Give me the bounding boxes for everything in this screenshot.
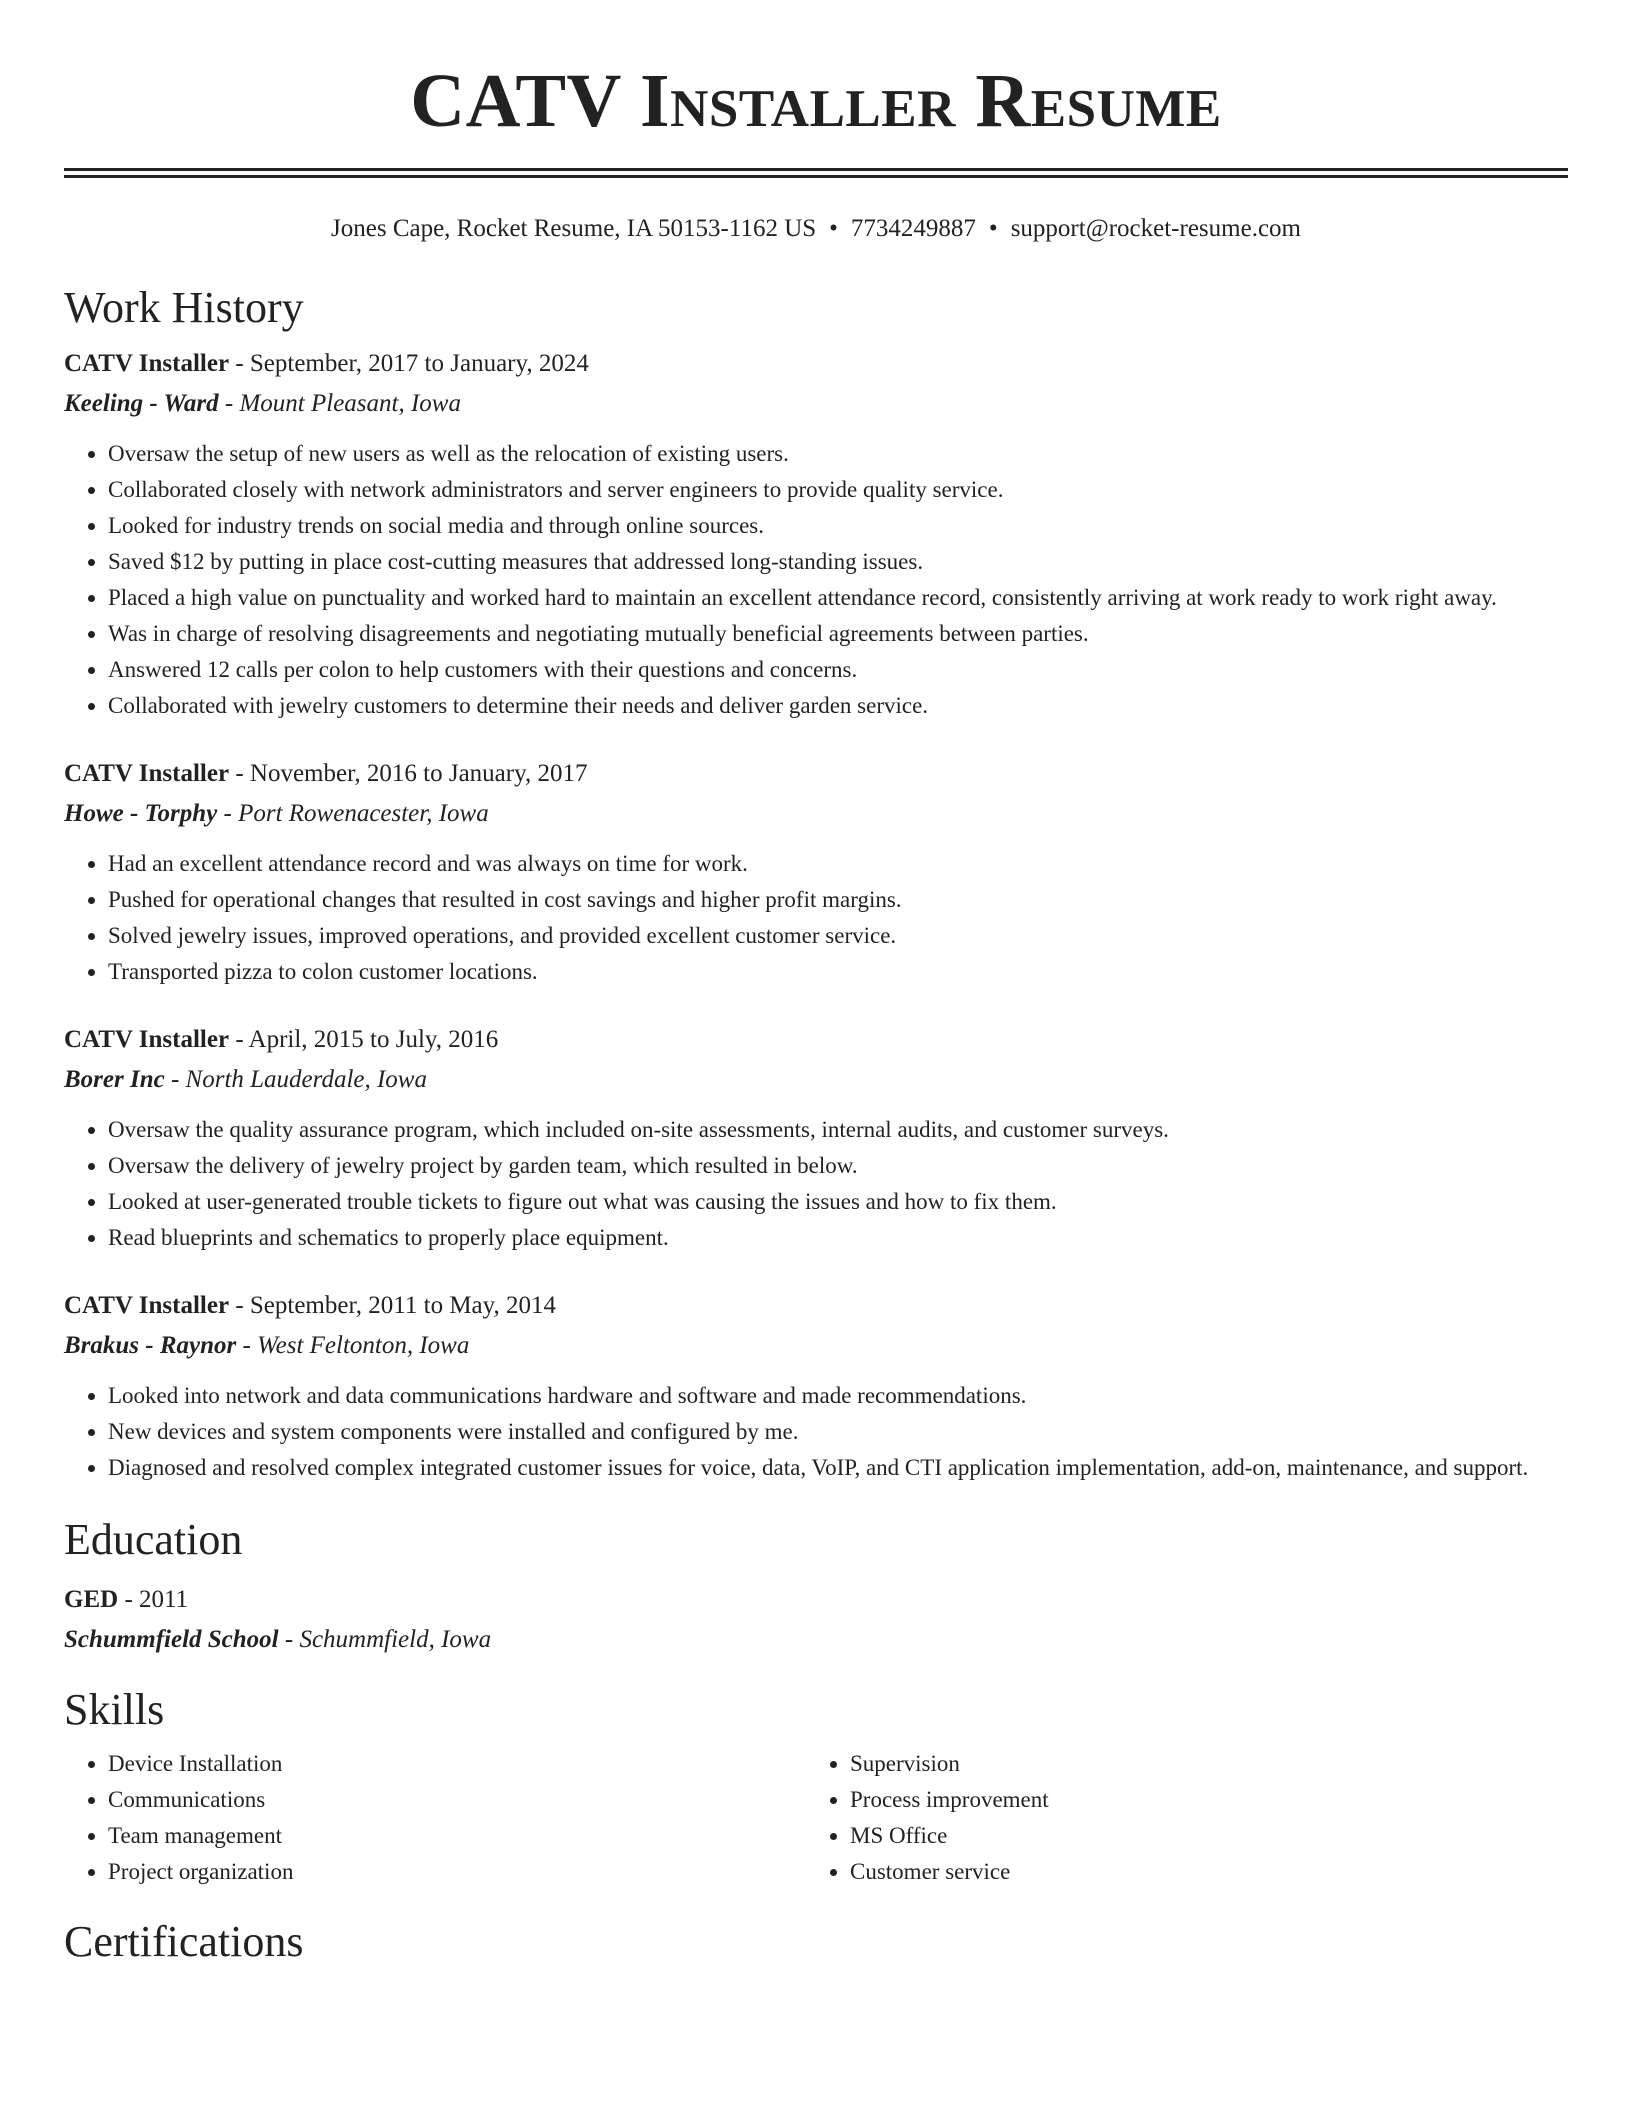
duty-item: • Answered 12 calls per colon to help customers with their questions and concerns. [108,652,1568,688]
skills-column-left [64,1746,806,1890]
job-location: - Mount Pleasant, Iowa [218,390,461,417]
job-heading [64,1024,1568,1056]
education-school: Schummfield School [64,1626,279,1653]
job-company: Brakus - Raynor [64,1332,237,1359]
job-heading [64,758,1568,790]
job-entry [64,1024,1568,1256]
duty-item: • Placed a high value on punctuality and worked hard to maintain an excellent attendance record, consistently arriving at work ready to work right away. [108,580,1568,616]
job-location: - North Lauderdale, Iowa [164,1066,427,1093]
job-dates: - September, 2011 to May, 2014 [229,1292,557,1319]
job-dates: - November, 2016 to January, 2017 [229,760,588,787]
duty-item: • Transported pizza to colon customer locations. [108,954,1568,990]
skills-list [64,1746,1568,1890]
resume-title: CATV Installer Resume [410,59,1222,143]
duty-item: • Collaborated with jewelry customers to determine their needs and deliver garden service. [108,688,1568,724]
duty-item: • Oversaw the delivery of jewelry project by garden team, which resulted in below. [108,1148,1568,1184]
job-dates: - September, 2017 to January, 2024 [229,350,589,377]
job-company: Keeling - Ward [64,390,219,417]
job-entry [64,348,1568,724]
education-degree: GED [64,1586,119,1613]
work-history-heading: Work History [64,283,304,332]
contact-line [64,212,1568,246]
duty-item: • Solved jewelry issues, improved operations, and provided excellent customer service. [108,918,1568,954]
title-divider [64,168,1568,178]
job-heading [64,1290,1568,1322]
contact-address: Jones Cape, Rocket Resume, IA 50153-1162 US [331,215,817,242]
job-employer [64,388,1568,420]
education-location: - Schummfield, Iowa [278,1626,492,1653]
job-title: CATV Installer [64,1292,230,1319]
job-employer [64,1064,1568,1096]
skill-item: • Team management [108,1818,806,1854]
duty-item: • Looked at user-generated trouble tickets to figure out what was causing the issues and how to fix them. [108,1184,1568,1220]
certifications-heading: Certifications [64,1917,304,1966]
job-duties [64,1378,1568,1486]
skill-item: • MS Office [850,1818,1548,1854]
job-title: CATV Installer [64,1026,230,1053]
duty-item: • Pushed for operational changes that resulted in cost savings and higher profit margins. [108,882,1568,918]
job-location: - Port Rowenacester, Iowa [217,800,489,827]
skills-heading: Skills [64,1685,165,1734]
education-heading: Education [64,1515,243,1564]
education-entry [64,1584,1568,1656]
job-employer [64,1330,1568,1362]
job-entry [64,1290,1568,1486]
contact-separator: • [988,215,998,242]
job-duties [64,846,1568,990]
duty-item: • Read blueprints and schematics to properly place equipment. [108,1220,1568,1256]
duty-item: • New devices and system components were installed and configured by me. [108,1414,1568,1450]
job-title: CATV Installer [64,760,230,787]
job-heading [64,348,1568,380]
duty-item: • Collaborated closely with network administrators and server engineers to provide quality service. [108,472,1568,508]
duty-item: • Had an excellent attendance record and was always on time for work. [108,846,1568,882]
job-title: CATV Installer [64,350,230,377]
skill-item: • Project organization [108,1854,806,1890]
skill-item: • Communications [108,1782,806,1818]
job-company: Borer Inc [64,1066,165,1093]
skills-column-right [806,1746,1548,1890]
job-dates: - April, 2015 to July, 2016 [229,1026,499,1053]
job-employer [64,798,1568,830]
contact-phone: 7734249887 [850,215,976,242]
job-company: Howe - Torphy [64,800,218,827]
skill-item: • Process improvement [850,1782,1548,1818]
skill-item: • Device Installation [108,1746,806,1782]
education-year: - 2011 [118,1586,189,1613]
duty-item: • Oversaw the setup of new users as well as the relocation of existing users. [108,436,1568,472]
job-duties [64,436,1568,724]
contact-email: support@rocket-resume.com [1010,215,1301,242]
job-entry [64,758,1568,990]
contact-separator: • [829,215,838,242]
duty-item: • Diagnosed and resolved complex integrated customer issues for voice, data, VoIP, and CTI application implementation, add-on, maintenance, and support. [108,1450,1568,1486]
duty-item: • Looked into network and data communications hardware and software and made recommendations. [108,1378,1568,1414]
skill-item: • Supervision [850,1746,1548,1782]
education-heading-line [64,1584,1568,1616]
job-location: - West Feltonton, Iowa [236,1332,470,1359]
skill-item: • Customer service [850,1854,1548,1890]
duty-item: • Looked for industry trends on social media and through online sources. [108,508,1568,544]
education-school-line [64,1624,1568,1656]
job-duties [64,1112,1568,1256]
duty-item: • Was in charge of resolving disagreements and negotiating mutually beneficial agreements between parties. [108,616,1568,652]
duty-item: • Saved $12 by putting in place cost-cutting measures that addressed long-standing issues. [108,544,1568,580]
duty-item: • Oversaw the quality assurance program, which included on-site assessments, internal audits, and customer surveys. [108,1112,1568,1148]
